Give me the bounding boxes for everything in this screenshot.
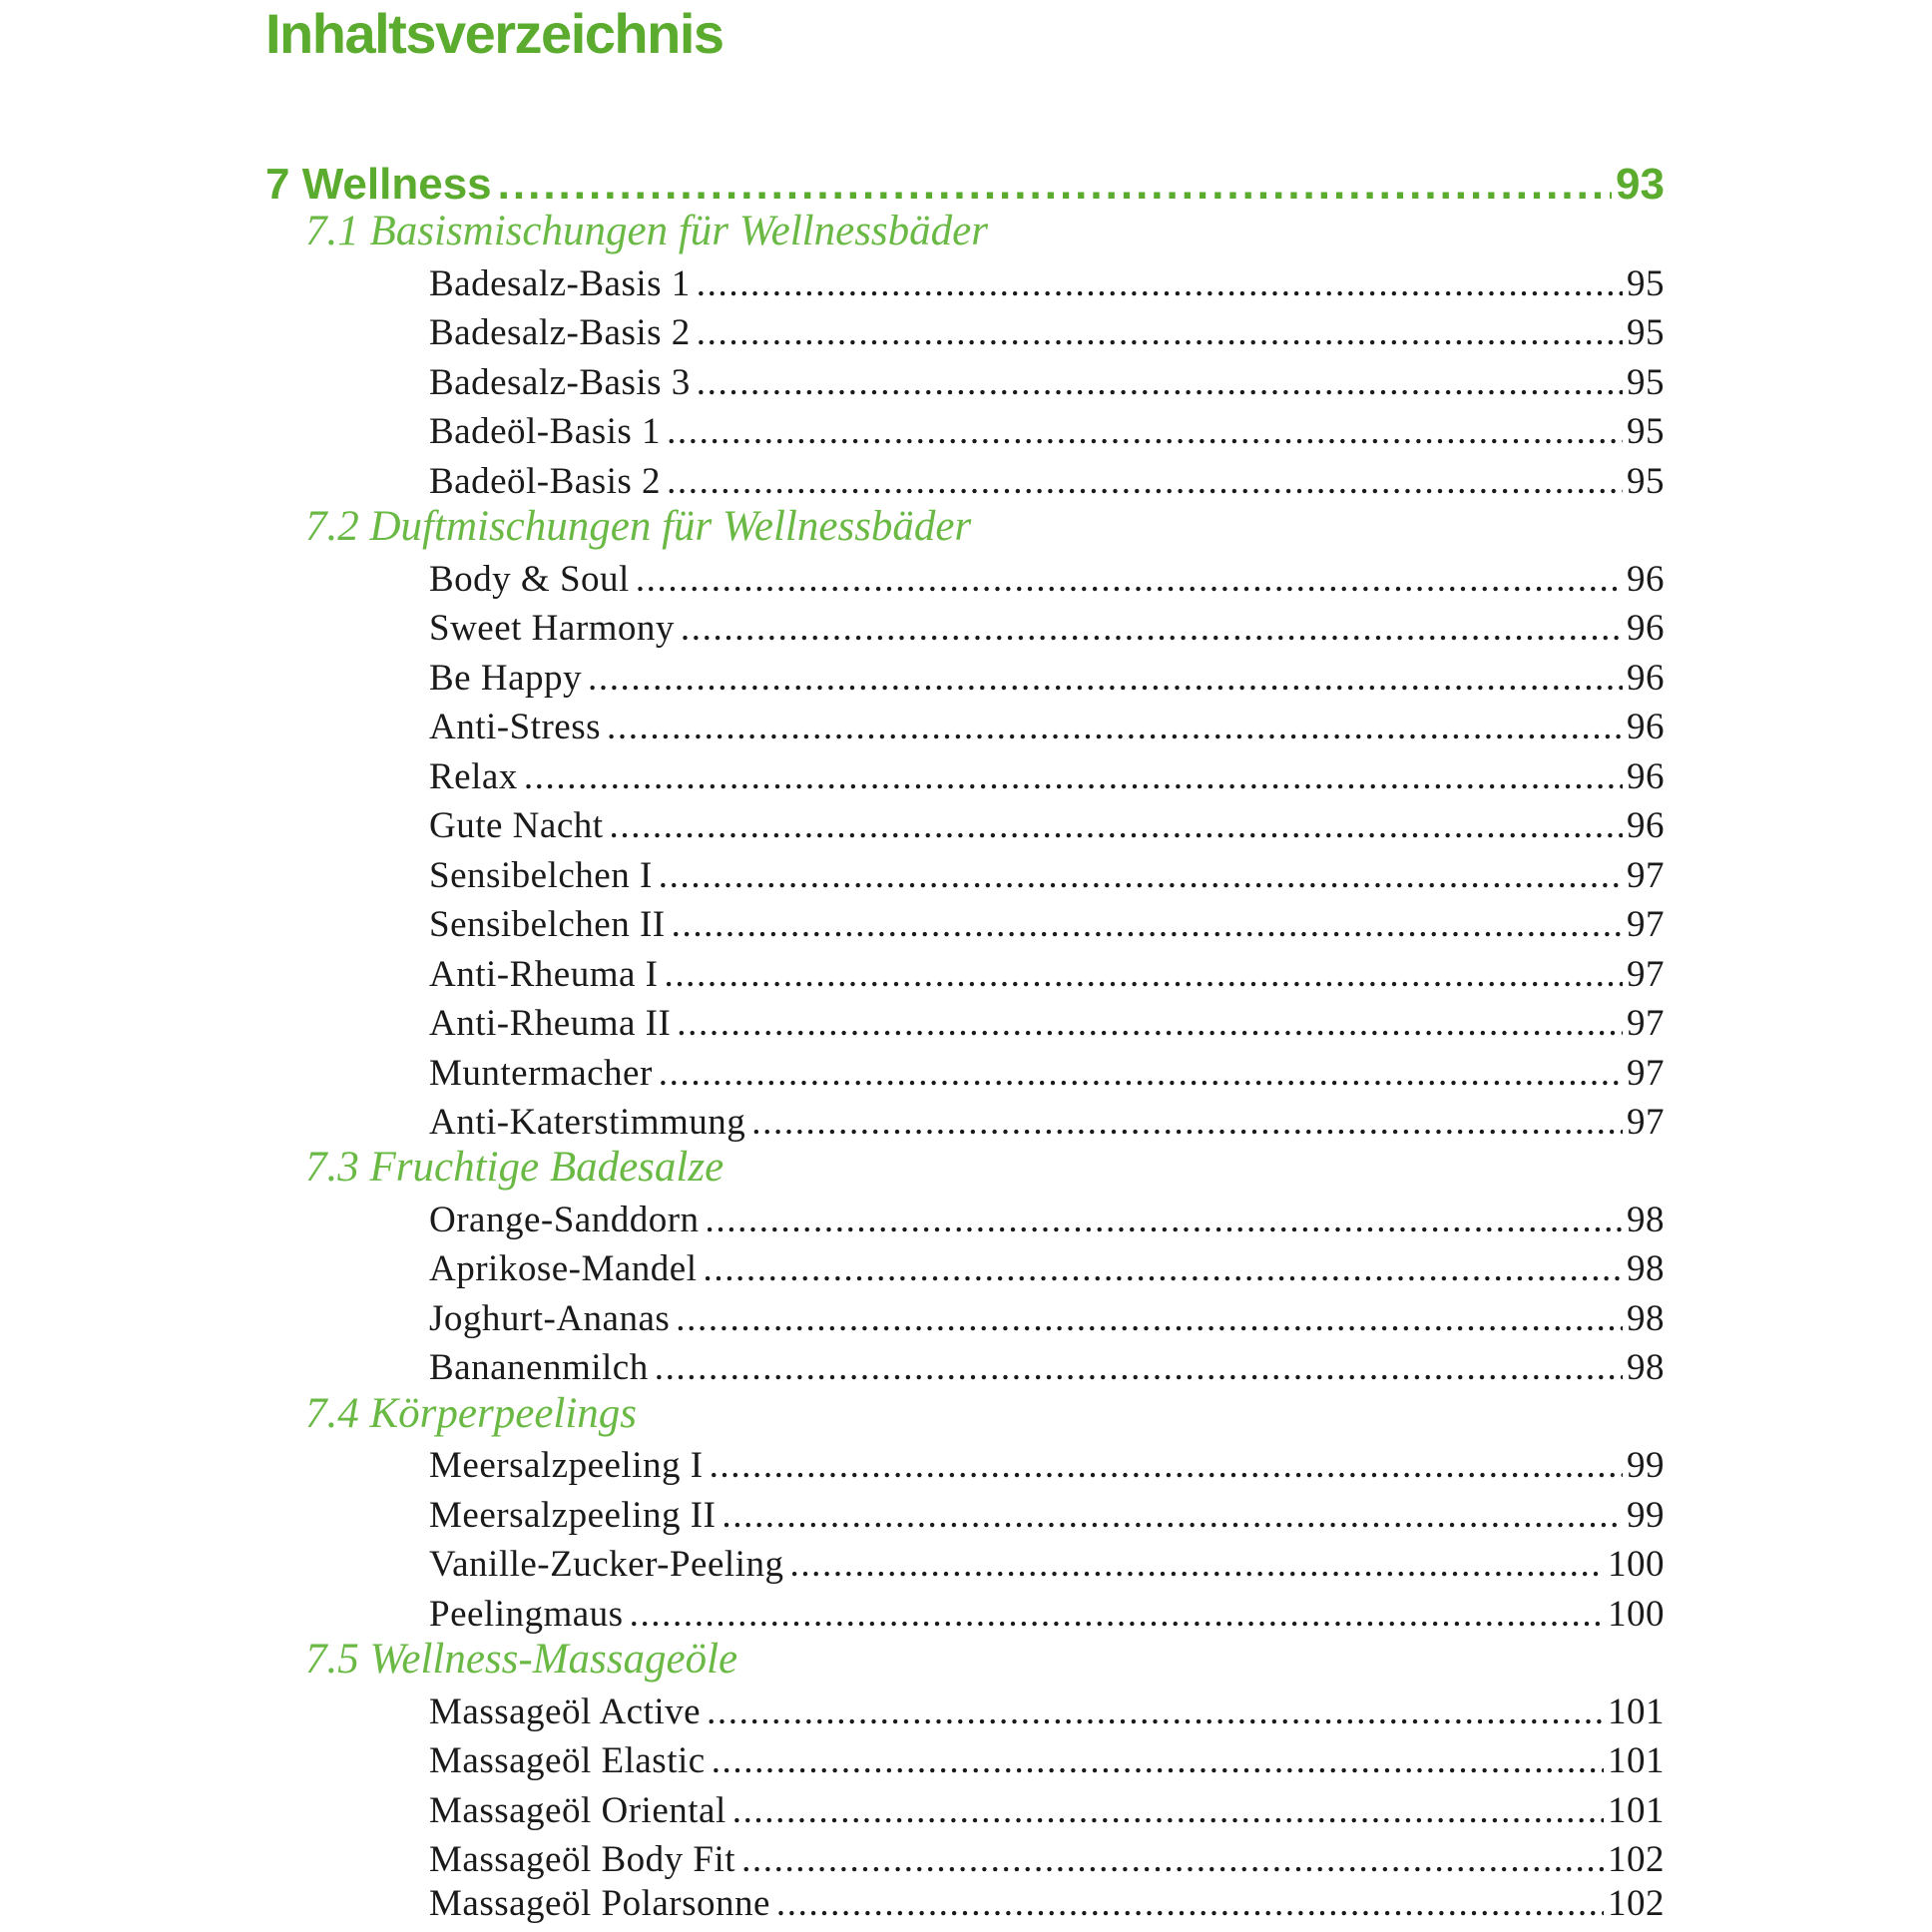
dot-leader	[498, 160, 1612, 210]
entry-label: Badeöl-Basis 2	[429, 461, 662, 502]
entry-label: Bananenmilch	[429, 1347, 649, 1388]
dot-leader	[524, 755, 1623, 798]
toc-entry[interactable]	[429, 607, 1665, 655]
toc-section-7-3[interactable]: 7.3 Fruchtige Badesalze	[305, 1144, 724, 1191]
entry-page-number: 98	[1627, 1347, 1665, 1388]
toc-entry[interactable]	[429, 1444, 1665, 1492]
toc-entry[interactable]	[429, 1346, 1665, 1394]
entry-label: Sensibelchen I	[429, 855, 653, 896]
toc-entry[interactable]	[429, 410, 1665, 458]
entry-page-number: 101	[1608, 1740, 1665, 1781]
toc-entry[interactable]	[429, 804, 1665, 852]
entry-label: Be Happy	[429, 658, 582, 699]
entry-page-number: 95	[1627, 263, 1665, 304]
toc-entry[interactable]	[429, 1593, 1665, 1641]
entry-label: Massageöl Polarsonne	[429, 1883, 770, 1924]
toc-section-7-5[interactable]: 7.5 Wellness-Massageöle	[305, 1636, 738, 1683]
dot-leader	[659, 1052, 1623, 1095]
dot-leader	[667, 460, 1623, 503]
entry-label: Anti-Rheuma II	[429, 1003, 672, 1044]
dot-leader	[706, 1199, 1623, 1241]
entry-label: Anti-Katerstimmung	[429, 1102, 746, 1143]
entry-page-number: 97	[1627, 855, 1665, 896]
entry-label: Peelingmaus	[429, 1594, 624, 1635]
entry-label: Anti-Rheuma I	[429, 954, 659, 995]
entry-label: Sensibelchen II	[429, 904, 666, 945]
entry-page-number: 96	[1627, 756, 1665, 797]
dot-leader	[704, 1247, 1624, 1290]
entry-label: Gute Nacht	[429, 805, 604, 846]
entry-label: Anti-Stress	[429, 707, 601, 747]
entry-page-number: 98	[1627, 1248, 1665, 1289]
toc-entry[interactable]	[429, 854, 1665, 902]
dot-leader	[664, 953, 1623, 996]
toc-entry[interactable]	[429, 558, 1665, 606]
toc-entry[interactable]	[429, 262, 1665, 310]
dot-leader	[672, 903, 1623, 946]
entry-page-number: 96	[1627, 707, 1665, 747]
entry-page-number: 99	[1627, 1495, 1665, 1536]
entry-label: Aprikose-Mandel	[429, 1248, 698, 1289]
dot-leader	[607, 706, 1623, 748]
entry-label: Badesalz-Basis 2	[429, 312, 691, 353]
toc-entry[interactable]	[429, 1002, 1665, 1050]
dot-leader	[732, 1789, 1604, 1832]
toc-entry[interactable]	[429, 1199, 1665, 1246]
toc-entry[interactable]	[429, 755, 1665, 803]
entry-label: Relax	[429, 756, 518, 797]
entry-label: Joghurt-Ananas	[429, 1298, 671, 1339]
entry-label: Badeöl-Basis 1	[429, 411, 662, 452]
entry-page-number: 100	[1608, 1594, 1665, 1635]
entry-page-number: 98	[1627, 1200, 1665, 1240]
dot-leader	[676, 1297, 1623, 1340]
toc-entry[interactable]	[429, 1543, 1665, 1591]
entry-page-number: 102	[1608, 1839, 1665, 1880]
toc-section-7-1[interactable]: 7.1 Basismischungen für Wellnessbäder	[305, 208, 988, 254]
entry-page-number: 95	[1627, 461, 1665, 502]
toc-entry[interactable]	[429, 1789, 1665, 1837]
dot-leader	[667, 410, 1623, 453]
chapter-page-number: 93	[1616, 160, 1665, 209]
entry-label: Orange-Sanddorn	[429, 1200, 700, 1240]
entry-label: Meersalzpeeling II	[429, 1495, 717, 1536]
toc-entry[interactable]	[429, 1739, 1665, 1787]
dot-leader	[789, 1543, 1604, 1586]
toc-entry[interactable]	[429, 361, 1665, 409]
entry-page-number: 95	[1627, 312, 1665, 353]
entry-page-number: 96	[1627, 658, 1665, 699]
entry-page-number: 95	[1627, 411, 1665, 452]
entry-label: Massageöl Body Fit	[429, 1839, 736, 1880]
chapter-label: 7 Wellness	[265, 160, 492, 209]
dot-leader	[710, 1444, 1623, 1487]
dot-leader	[681, 607, 1623, 650]
entry-page-number: 97	[1627, 1102, 1665, 1143]
entry-label: Badesalz-Basis 3	[429, 362, 691, 403]
entry-page-number: 101	[1608, 1790, 1665, 1831]
entry-page-number: 97	[1627, 1003, 1665, 1044]
dot-leader	[751, 1101, 1623, 1144]
dot-leader	[655, 1346, 1623, 1389]
entry-label: Vanille-Zucker-Peeling	[429, 1544, 784, 1585]
toc-entry[interactable]	[429, 1838, 1665, 1886]
dot-leader	[712, 1739, 1604, 1782]
entry-page-number: 102	[1608, 1883, 1665, 1924]
toc-entry[interactable]	[429, 1247, 1665, 1295]
entry-label: Muntermacher	[429, 1053, 653, 1094]
entry-page-number: 97	[1627, 1053, 1665, 1094]
entry-label: Massageöl Elastic	[429, 1740, 706, 1781]
toc-entry[interactable]	[429, 1297, 1665, 1345]
entry-label: Body & Soul	[429, 559, 630, 600]
entry-label: Massageöl Oriental	[429, 1790, 726, 1831]
toc-entry[interactable]	[429, 953, 1665, 1001]
toc-entry[interactable]	[429, 1690, 1665, 1738]
toc-entry[interactable]	[429, 1494, 1665, 1542]
dot-leader	[776, 1882, 1604, 1925]
toc-entry[interactable]	[429, 460, 1665, 508]
toc-entry[interactable]	[429, 706, 1665, 753]
entry-page-number: 99	[1627, 1445, 1665, 1486]
dot-leader	[659, 854, 1623, 897]
entry-page-number: 101	[1608, 1691, 1665, 1732]
entry-page-number: 96	[1627, 805, 1665, 846]
dot-leader	[697, 361, 1623, 404]
page-title: Inhaltsverzeichnis	[265, 2, 724, 65]
toc-entry[interactable]	[429, 657, 1665, 705]
dot-leader	[741, 1838, 1604, 1881]
entry-page-number: 97	[1627, 954, 1665, 995]
dot-leader	[697, 311, 1623, 354]
dot-leader	[610, 804, 1623, 847]
entry-page-number: 95	[1627, 362, 1665, 403]
entry-label: Badesalz-Basis 1	[429, 263, 691, 304]
entry-label: Sweet Harmony	[429, 608, 675, 649]
entry-page-number: 98	[1627, 1298, 1665, 1339]
dot-leader	[707, 1690, 1604, 1733]
toc-entry[interactable]	[429, 1101, 1665, 1149]
toc-section-7-2[interactable]: 7.2 Duftmischungen für Wellnessbäder	[305, 503, 972, 550]
dot-leader	[588, 657, 1623, 700]
entry-page-number: 96	[1627, 608, 1665, 649]
dot-leader	[630, 1593, 1604, 1636]
entry-label: Massageöl Active	[429, 1691, 702, 1732]
toc-entry[interactable]	[429, 903, 1665, 951]
entry-label: Meersalzpeeling I	[429, 1445, 704, 1486]
toc-entry[interactable]	[429, 1882, 1665, 1930]
dot-leader	[697, 262, 1623, 305]
entry-page-number: 100	[1608, 1544, 1665, 1585]
dot-leader	[722, 1494, 1623, 1537]
entry-page-number: 97	[1627, 904, 1665, 945]
dot-leader	[636, 558, 1623, 601]
entry-page-number: 96	[1627, 559, 1665, 600]
toc-entry[interactable]	[429, 311, 1665, 359]
toc-section-7-4[interactable]: 7.4 Körperpeelings	[305, 1390, 638, 1437]
dot-leader	[677, 1002, 1623, 1045]
toc-entry[interactable]	[429, 1052, 1665, 1100]
